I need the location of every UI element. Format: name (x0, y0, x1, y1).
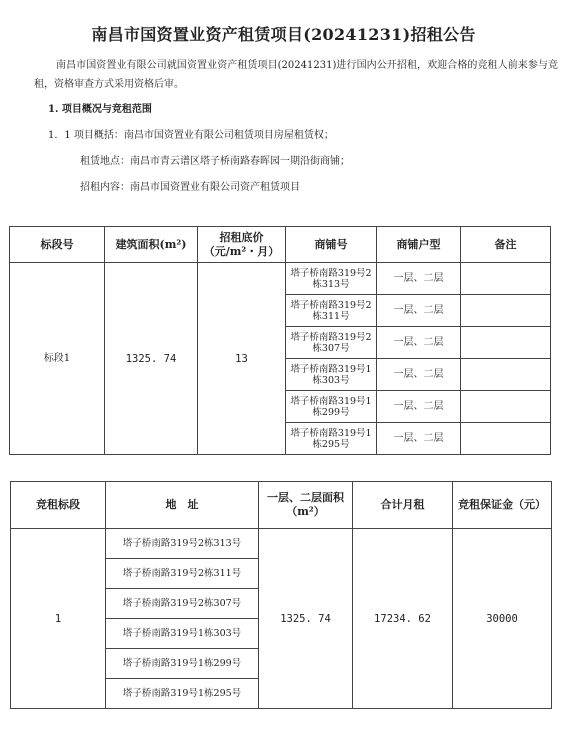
shop-number: 塔子桥南路319号1栋303号 (286, 359, 377, 391)
bid-deposit: 30000 (453, 529, 552, 709)
remark-cell (461, 295, 551, 327)
shop-number: 塔子桥南路319号2栋313号 (286, 263, 377, 295)
shop-number: 塔子桥南路319号1栋299号 (286, 391, 377, 423)
header-section: 标段号 (10, 227, 105, 263)
remark-cell (461, 423, 551, 455)
address-cell: 塔子桥南路319号2栋313号 (106, 529, 259, 559)
lease-location: 租赁地点：南昌市青云谱区塔子桥南路春晖园一期沿街商铺； (80, 156, 350, 167)
header-remark: 备注 (461, 227, 551, 263)
address-cell: 塔子桥南路319号2栋307号 (106, 589, 259, 619)
header-deposit: 竞租保证金（元） (453, 482, 552, 529)
shop-type: 一层、二层 (377, 263, 461, 295)
header-floor-area: 一层、二层面积（m²） (259, 482, 353, 529)
base-price: 13 (198, 263, 286, 455)
header-bid-section: 竞租标段 (11, 482, 106, 529)
table-row (11, 529, 552, 559)
header-price: 招租底价（元/m²・月） (198, 227, 286, 263)
table-row (10, 263, 551, 295)
header-type: 商铺户型 (377, 227, 461, 263)
remark-cell (461, 359, 551, 391)
remark-cell (461, 263, 551, 295)
shop-number: 塔子桥南路319号2栋307号 (286, 327, 377, 359)
section-label: 标段1 (10, 263, 105, 455)
address-cell: 塔子桥南路319号1栋295号 (106, 679, 259, 709)
table-header-row (10, 227, 551, 263)
header-address: 地 址 (106, 482, 259, 529)
header-monthly-rent: 合计月租 (353, 482, 453, 529)
address-cell: 塔子桥南路319号2栋311号 (106, 559, 259, 589)
header-shop: 商铺号 (286, 227, 377, 263)
shop-type: 一层、二层 (377, 359, 461, 391)
page-title: 南昌市国资置业资产租赁项目(20241231)招租公告 (91, 25, 476, 44)
shop-number: 塔子桥南路319号1栋295号 (286, 423, 377, 455)
intro-paragraph: 南昌市国资置业有限公司就国资置业资产租赁项目(20241231)进行国内公开招租，欢迎合格的竞租人前来参与竞租，资格审查方式采用资格后审。 (34, 60, 558, 90)
header-area: 建筑面积(m²) (105, 227, 198, 263)
section-heading: 1. 项目概况与竞租范围 (48, 104, 152, 115)
table-header-row (11, 482, 552, 529)
building-area: 1325. 74 (105, 263, 198, 455)
lease-content: 招租内容：南昌市国资置业有限公司资产租赁项目 (80, 182, 300, 193)
floor-area: 1325. 74 (259, 529, 353, 709)
shop-type: 一层、二层 (377, 327, 461, 359)
project-summary: 1．1 项目概括：南昌市国资置业有限公司租赁项目房屋租赁权； (48, 130, 334, 141)
bid-section-table (10, 481, 552, 709)
shop-type: 一层、二层 (377, 423, 461, 455)
bid-section-number: 1 (11, 529, 106, 709)
address-cell: 塔子桥南路319号1栋299号 (106, 649, 259, 679)
remark-cell (461, 327, 551, 359)
shop-type: 一层、二层 (377, 295, 461, 327)
remark-cell (461, 391, 551, 423)
address-cell: 塔子桥南路319号1栋303号 (106, 619, 259, 649)
monthly-rent: 17234. 62 (353, 529, 453, 709)
shop-number: 塔子桥南路319号2栋311号 (286, 295, 377, 327)
shop-type: 一层、二层 (377, 391, 461, 423)
lease-section-table (9, 226, 551, 455)
